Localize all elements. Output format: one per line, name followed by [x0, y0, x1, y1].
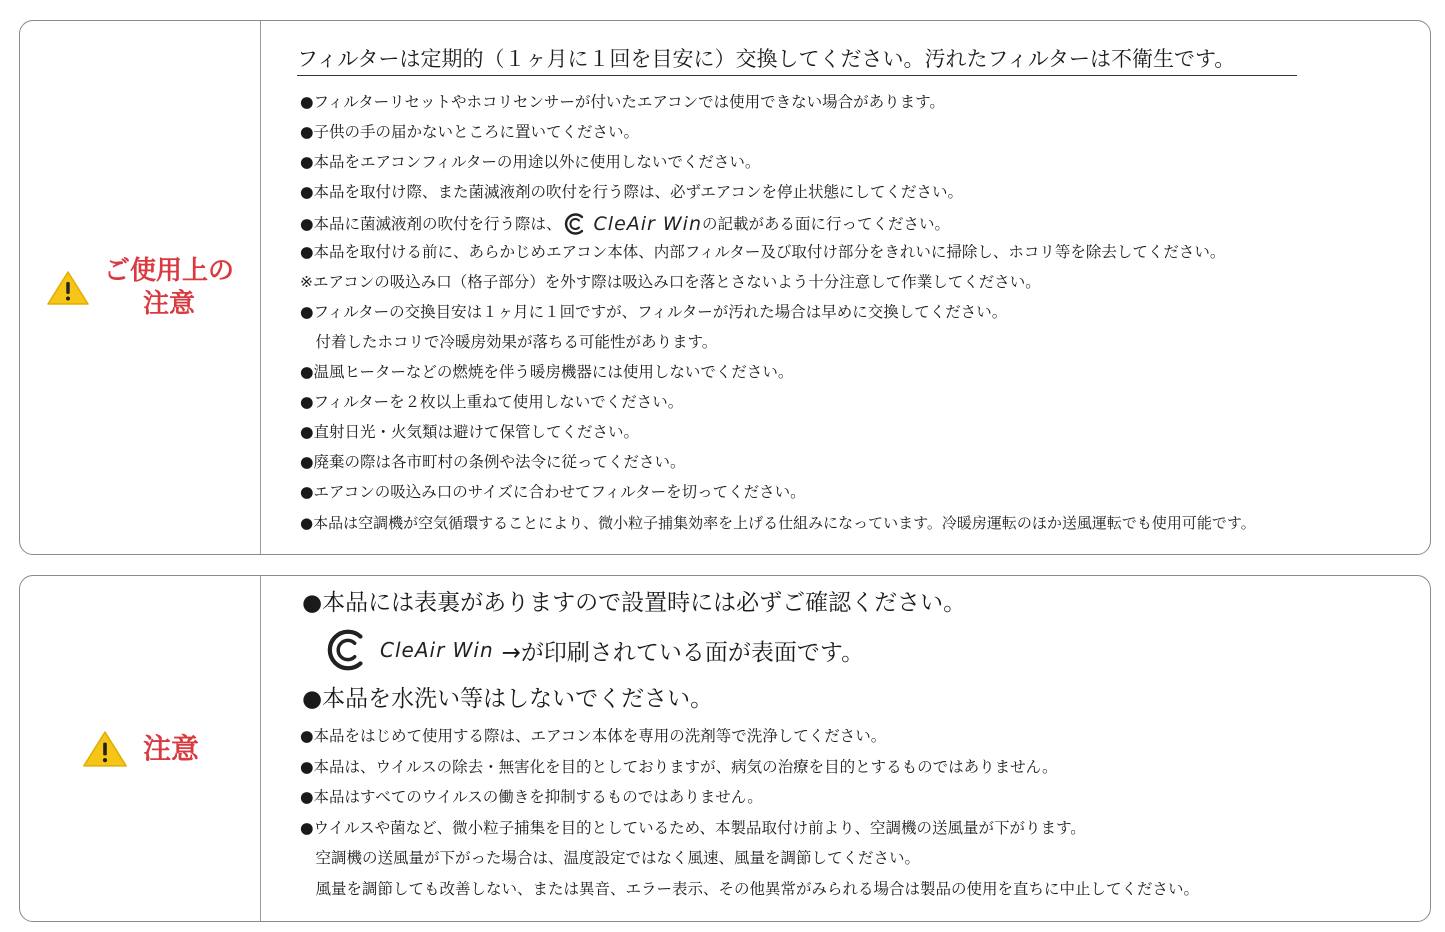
caution-label: ご使用上の 注意	[103, 255, 234, 319]
list-item: ●温風ヒーターなどの燃焼を伴う暖房機器には使用しないでください。	[300, 363, 794, 381]
list-item: ●廃棄の際は各市町村の条例や法令に従ってください。	[300, 453, 686, 471]
list-item-brand	[300, 212, 950, 236]
notice-panel	[19, 575, 1431, 922]
logo-line-text: →が印刷されている面が表面です。	[501, 639, 865, 666]
notice-heading: ●本品には表裏がありますので設置時には必ずご確認ください。	[302, 590, 967, 616]
brand-item-after: の記載がある面に行ってください。	[702, 215, 951, 233]
cleair-logo-icon	[322, 626, 372, 674]
list-item: 付着したホコリで冷暖房効果が落ちる可能性があります。	[300, 333, 718, 351]
caution-title: フィルターは定期的（１ヶ月に１回を目安に）交換してください。汚れたフィルターは不衛生です。	[297, 43, 1297, 76]
list-item: ●本品をはじめて使用する際は、エアコン本体を専用の洗剤等で洗浄してください。	[300, 727, 887, 745]
logo-line	[322, 626, 864, 674]
list-item: 風量を調節しても改善しない、または異音、エラー表示、その他異常がみられる場合は製品の使用を直ちに中止してください。	[300, 880, 1200, 898]
list-item: ●本品はすべてのウイルスの働きを抑制するものではありません。	[300, 788, 763, 806]
list-item: 空調機の送風量が下がった場合は、温度設定ではなく風速、風量を調節してください。	[300, 849, 921, 867]
list-item: ●子供の手の届かないところに置いてください。	[300, 123, 640, 141]
list-item: ●エアコンの吸込み口のサイズに合わせてフィルターを切ってください。	[300, 483, 806, 501]
notice-label-area	[20, 576, 260, 921]
warning-icon	[46, 270, 90, 306]
caution-label-area	[20, 21, 260, 554]
panel-divider	[260, 21, 261, 554]
brand-name: CleAir Win	[593, 213, 703, 235]
cleair-logo-icon	[562, 212, 588, 236]
notice-heading: ●本品を水洗い等はしないでください。	[302, 686, 714, 712]
list-item: ●本品は、ウイルスの除去・無害化を目的としておりますが、病気の治療を目的とするものではありません。	[300, 758, 1058, 776]
notice-label: 注意	[142, 732, 199, 765]
list-item: ●フィルターを２枚以上重ねて使用しないでください。	[300, 393, 684, 411]
warning-icon	[81, 730, 129, 768]
brand-logo	[562, 212, 702, 236]
list-item: ●直射日光・火気類は避けて保管してください。	[300, 423, 640, 441]
list-item: ●フィルターの交換目安は１ヶ月に１回ですが、フィルターが汚れた場合は早めに交換してください。	[300, 303, 1008, 321]
list-item: ●フィルターリセットやホコリセンサーが付いたエアコンでは使用できない場合があります。	[300, 93, 945, 111]
brand-name: CleAir Win	[380, 638, 494, 662]
list-item: ●本品をエアコンフィルターの用途以外に使用しないでください。	[300, 153, 761, 171]
list-item: ●本品を取付け際、また菌滅液剤の吹付を行う際は、必ずエアコンを停止状態にしてください。	[300, 183, 963, 201]
list-item: ●ウイルスや菌など、微小粒子捕集を目的としているため、本製品取付け前より、空調機の送風量が下がります。	[300, 819, 1086, 837]
list-item: ●本品を取付ける前に、あらかじめエアコン本体、内部フィルター及び取付け部分をきれいに掃除し、ホコリ等を除去してください。	[300, 243, 1226, 261]
brand-item-before: ●本品に菌滅液剤の吹付を行う際は、	[300, 215, 562, 233]
list-item: ※エアコンの吸込み口（格子部分）を外す際は吸込み口を落とさないよう十分注意して作業してください。	[300, 273, 1041, 291]
caution-panel	[19, 20, 1431, 555]
panel-divider	[260, 576, 261, 921]
list-item: ●本品は空調機が空気循環することにより、微小粒子捕集効率を上げる仕組みになっています。冷暖房運転のほか送風運転でも使用可能です。	[300, 514, 1256, 532]
